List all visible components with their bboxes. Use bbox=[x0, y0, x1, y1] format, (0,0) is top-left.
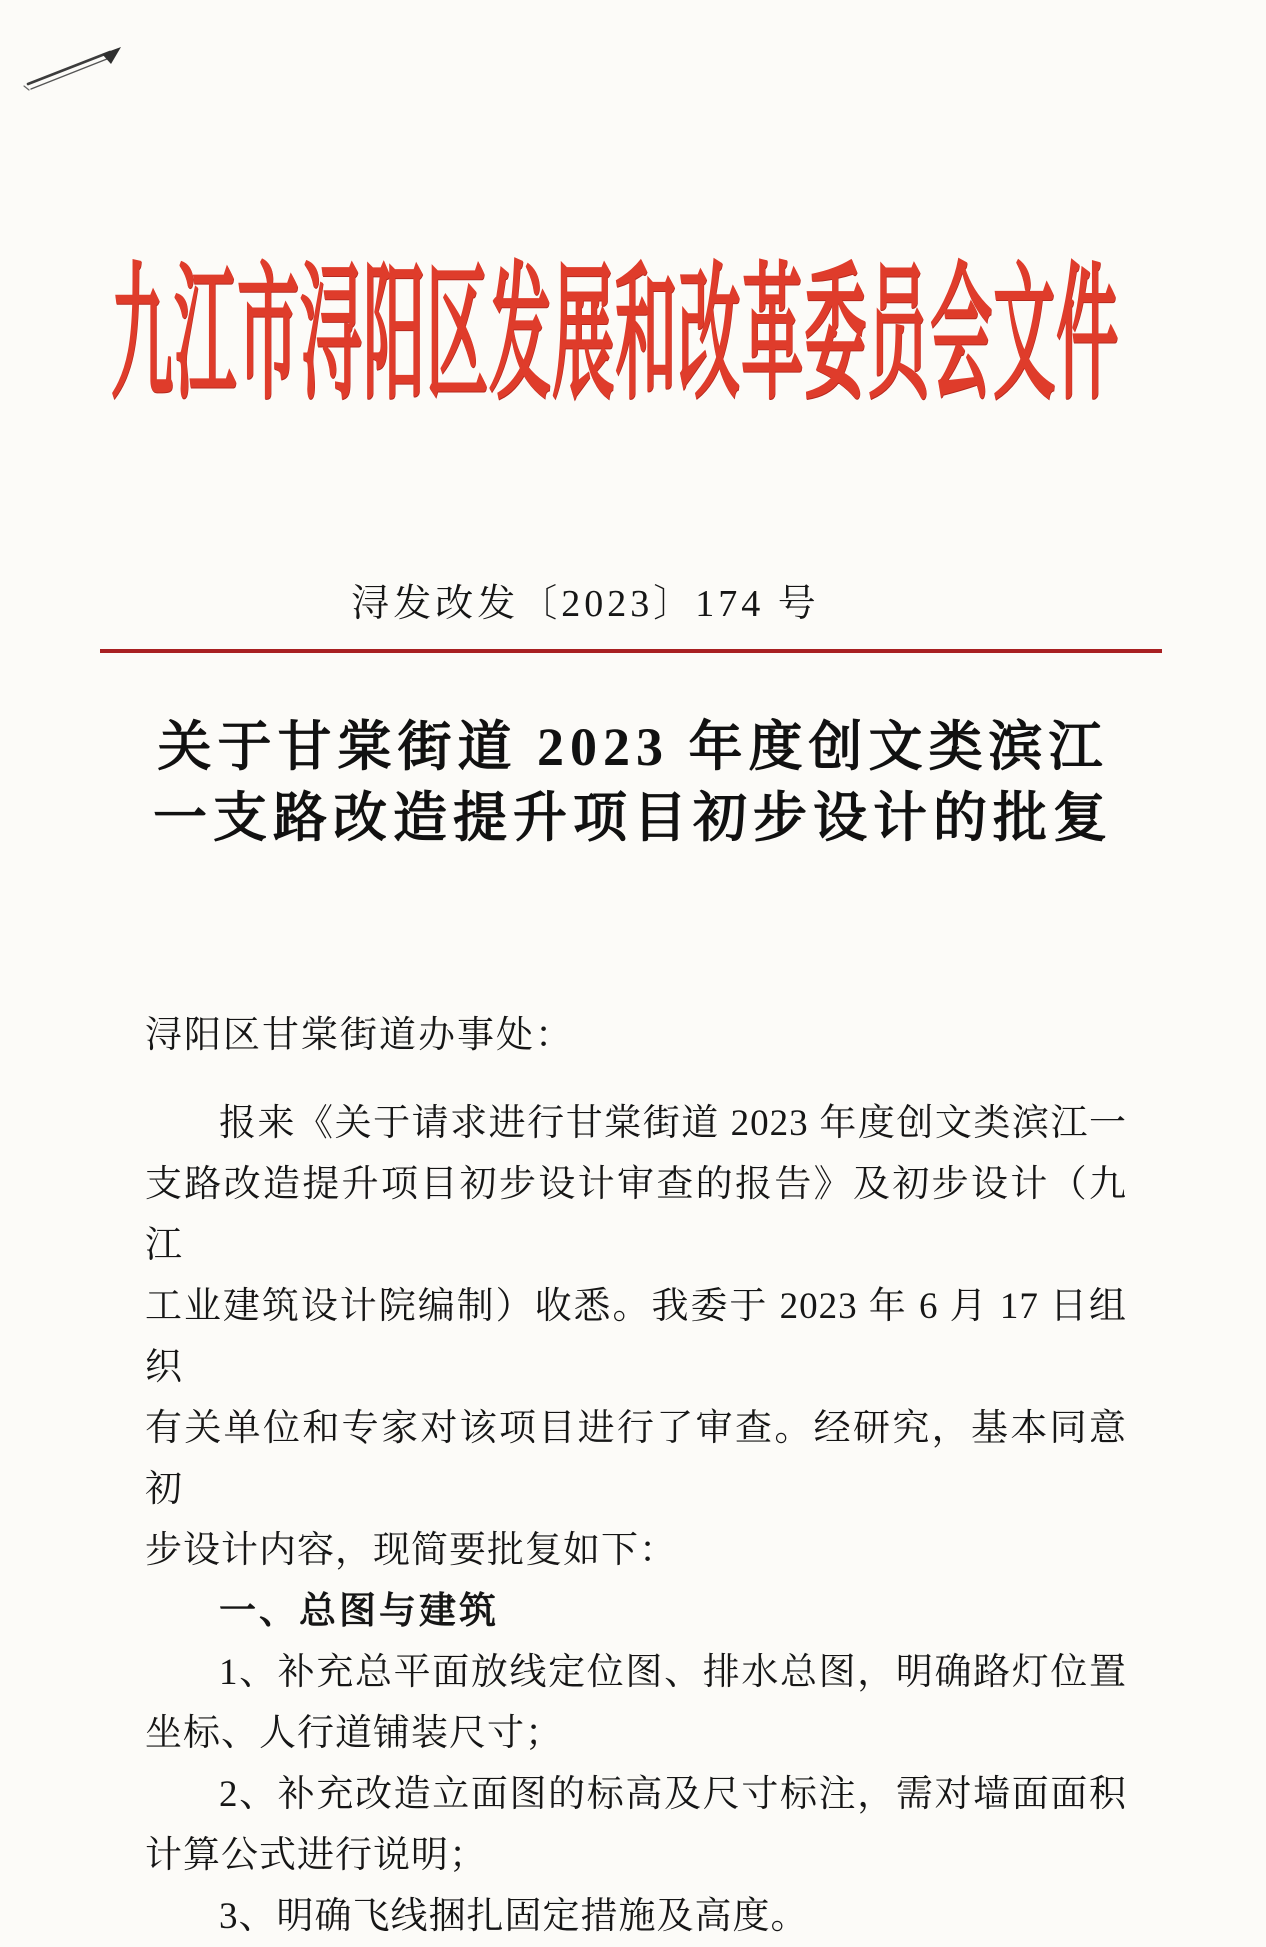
document-title-line1: 关于甘棠街道 2023 年度创文类滨江 bbox=[157, 717, 1109, 777]
paragraph-line: 支路改造提升项目初步设计审查的报告》及初步设计（九江 bbox=[145, 1164, 1127, 1266]
document-title bbox=[0, 712, 1266, 854]
issuer-banner: 九江市浔阳区发展和改革委员会文件 bbox=[111, 254, 1119, 418]
item-line: 3、明确飞线捆扎固定措施及高度。 bbox=[219, 1896, 809, 1937]
item-line: 计算公式进行说明； bbox=[145, 1835, 487, 1876]
red-divider-rule bbox=[100, 649, 1162, 653]
item-line: 坐标、人行道铺装尺寸； bbox=[145, 1713, 563, 1754]
paragraph-line: 工业建筑设计院编制）收悉。我委于 2023 年 6 月 17 日组织 bbox=[145, 1286, 1127, 1388]
item-line: 1、补充总平面放线定位图、排水总图，明确路灯位置 bbox=[219, 1652, 1127, 1693]
salutation: 浔阳区甘棠街道办事处： bbox=[145, 1015, 574, 1056]
paragraph-line: 有关单位和专家对该项目进行了审查。经研究，基本同意初 bbox=[145, 1408, 1127, 1510]
document-body bbox=[145, 1005, 1127, 1947]
paragraph-line: 报来《关于请求进行甘棠街道 2023 年度创文类滨江一 bbox=[219, 1103, 1127, 1144]
item-line: 2、补充改造立面图的标高及尺寸标注，需对墙面面积 bbox=[219, 1774, 1127, 1815]
section-heading: 一、总图与建筑 bbox=[219, 1591, 499, 1632]
paragraph-line: 步设计内容，现简要批复如下： bbox=[145, 1530, 677, 1571]
document-number: 浔发改发〔2023〕174 号 bbox=[351, 583, 820, 625]
pen-mark-arrow-icon bbox=[14, 26, 144, 98]
document-title-line2: 一支路改造提升项目初步设计的批复 bbox=[153, 788, 1113, 848]
